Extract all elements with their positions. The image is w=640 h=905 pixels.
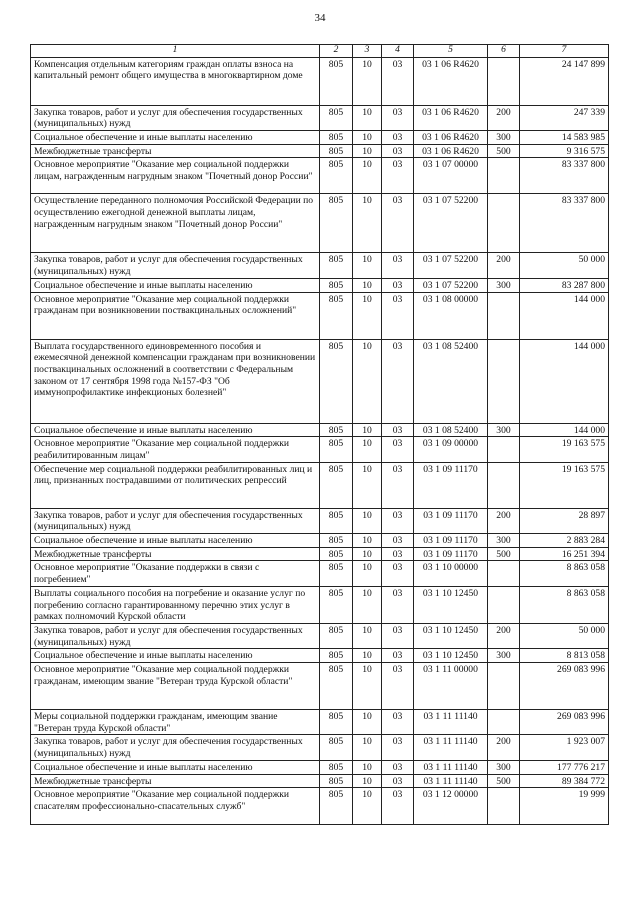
subsection-code-cell: 03 bbox=[382, 774, 414, 788]
column-header: 3 bbox=[353, 45, 382, 58]
expense-type-cell: 300 bbox=[488, 534, 520, 548]
amount-cell: 177 776 217 bbox=[520, 760, 609, 774]
target-article-cell: 03 1 11 11140 bbox=[414, 735, 488, 760]
amount-cell: 19 999 bbox=[520, 788, 609, 825]
amount-cell: 16 251 394 bbox=[520, 547, 609, 561]
subsection-code-cell: 03 bbox=[382, 623, 414, 648]
ved-code-cell: 805 bbox=[320, 663, 353, 710]
ved-code-cell: 805 bbox=[320, 462, 353, 508]
amount-cell: 269 083 996 bbox=[520, 710, 609, 735]
target-article-cell: 03 1 07 00000 bbox=[414, 158, 488, 194]
expense-type-cell bbox=[488, 339, 520, 423]
row-name-cell: Основное мероприятие "Оказание поддержки в связи с погребением" bbox=[31, 561, 320, 586]
target-article-cell: 03 1 07 52200 bbox=[414, 278, 488, 292]
ved-code-cell: 805 bbox=[320, 534, 353, 548]
table-row bbox=[31, 437, 609, 462]
subsection-code-cell: 03 bbox=[382, 144, 414, 158]
subsection-code-cell: 03 bbox=[382, 561, 414, 586]
row-name-cell: Межбюджетные трансферты bbox=[31, 144, 320, 158]
column-header: 7 bbox=[520, 45, 609, 58]
target-article-cell: 03 1 09 11170 bbox=[414, 508, 488, 533]
expense-type-cell bbox=[488, 292, 520, 339]
ved-code-cell: 805 bbox=[320, 547, 353, 561]
subsection-code-cell: 03 bbox=[382, 423, 414, 437]
target-article-cell: 03 1 11 11140 bbox=[414, 710, 488, 735]
table-row bbox=[31, 339, 609, 423]
table-row bbox=[31, 547, 609, 561]
column-header: 2 bbox=[320, 45, 353, 58]
section-code-cell: 10 bbox=[353, 339, 382, 423]
target-article-cell: 03 1 10 12450 bbox=[414, 649, 488, 663]
section-code-cell: 10 bbox=[353, 710, 382, 735]
section-code-cell: 10 bbox=[353, 278, 382, 292]
amount-cell: 83 287 800 bbox=[520, 278, 609, 292]
section-code-cell: 10 bbox=[353, 774, 382, 788]
expense-type-cell: 200 bbox=[488, 253, 520, 278]
row-name-cell: Выплаты социального пособия на погребение и оказание услуг по погребению согласно гарантированному перечню этих услуг в рамках полномочий Курской области bbox=[31, 586, 320, 623]
subsection-code-cell: 03 bbox=[382, 57, 414, 105]
row-name-cell: Осуществление переданного полномочия Российской Федерации по осуществлению ежегодной денежной выплаты лицам, награжденным нагрудным знаком "Почетный донор России" bbox=[31, 194, 320, 253]
table-row bbox=[31, 663, 609, 710]
subsection-code-cell: 03 bbox=[382, 278, 414, 292]
row-name-cell: Закупка товаров, работ и услуг для обеспечения государственных (муниципальных) нужд bbox=[31, 623, 320, 648]
ved-code-cell: 805 bbox=[320, 105, 353, 130]
amount-cell: 83 337 800 bbox=[520, 194, 609, 253]
subsection-code-cell: 03 bbox=[382, 649, 414, 663]
row-name-cell: Меры социальной поддержки гражданам, имеющим звание "Ветеран труда Курской области" bbox=[31, 710, 320, 735]
expense-type-cell: 300 bbox=[488, 130, 520, 144]
table-row bbox=[31, 774, 609, 788]
expense-type-cell bbox=[488, 710, 520, 735]
section-code-cell: 10 bbox=[353, 292, 382, 339]
section-code-cell: 10 bbox=[353, 547, 382, 561]
expense-type-cell: 200 bbox=[488, 105, 520, 130]
row-name-cell: Основное мероприятие "Оказание мер социальной поддержки спасателям профессионально-спасательных служб" bbox=[31, 788, 320, 825]
target-article-cell: 03 1 06 R4620 bbox=[414, 144, 488, 158]
ved-code-cell: 805 bbox=[320, 437, 353, 462]
target-article-cell: 03 1 06 R4620 bbox=[414, 130, 488, 144]
budget-table bbox=[30, 44, 609, 825]
subsection-code-cell: 03 bbox=[382, 130, 414, 144]
section-code-cell: 10 bbox=[353, 735, 382, 760]
amount-cell: 247 339 bbox=[520, 105, 609, 130]
expense-type-cell bbox=[488, 158, 520, 194]
expense-type-cell: 200 bbox=[488, 623, 520, 648]
amount-cell: 89 384 772 bbox=[520, 774, 609, 788]
section-code-cell: 10 bbox=[353, 423, 382, 437]
subsection-code-cell: 03 bbox=[382, 760, 414, 774]
target-article-cell: 03 1 12 00000 bbox=[414, 788, 488, 825]
table-row bbox=[31, 623, 609, 648]
subsection-code-cell: 03 bbox=[382, 437, 414, 462]
expense-type-cell: 300 bbox=[488, 278, 520, 292]
amount-cell: 50 000 bbox=[520, 253, 609, 278]
section-code-cell: 10 bbox=[353, 105, 382, 130]
target-article-cell: 03 1 11 11140 bbox=[414, 774, 488, 788]
ved-code-cell: 805 bbox=[320, 649, 353, 663]
target-article-cell: 03 1 08 52400 bbox=[414, 423, 488, 437]
ved-code-cell: 805 bbox=[320, 586, 353, 623]
section-code-cell: 10 bbox=[353, 508, 382, 533]
table-row bbox=[31, 788, 609, 825]
expense-type-cell bbox=[488, 561, 520, 586]
row-name-cell: Закупка товаров, работ и услуг для обеспечения государственных (муниципальных) нужд bbox=[31, 105, 320, 130]
subsection-code-cell: 03 bbox=[382, 586, 414, 623]
table-row bbox=[31, 561, 609, 586]
table-row bbox=[31, 534, 609, 548]
row-name-cell: Закупка товаров, работ и услуг для обеспечения государственных (муниципальных) нужд bbox=[31, 735, 320, 760]
ved-code-cell: 805 bbox=[320, 194, 353, 253]
ved-code-cell: 805 bbox=[320, 339, 353, 423]
amount-cell: 269 083 996 bbox=[520, 663, 609, 710]
ved-code-cell: 805 bbox=[320, 158, 353, 194]
amount-cell: 24 147 899 bbox=[520, 57, 609, 105]
table-row bbox=[31, 144, 609, 158]
row-name-cell: Основное мероприятие "Оказание мер социальной поддержки реабилитированным лицам" bbox=[31, 437, 320, 462]
section-code-cell: 10 bbox=[353, 760, 382, 774]
subsection-code-cell: 03 bbox=[382, 158, 414, 194]
subsection-code-cell: 03 bbox=[382, 735, 414, 760]
section-code-cell: 10 bbox=[353, 253, 382, 278]
row-name-cell: Межбюджетные трансферты bbox=[31, 547, 320, 561]
section-code-cell: 10 bbox=[353, 561, 382, 586]
expense-type-cell bbox=[488, 194, 520, 253]
amount-cell: 1 923 007 bbox=[520, 735, 609, 760]
ved-code-cell: 805 bbox=[320, 253, 353, 278]
section-code-cell: 10 bbox=[353, 130, 382, 144]
subsection-code-cell: 03 bbox=[382, 534, 414, 548]
target-article-cell: 03 1 09 11170 bbox=[414, 547, 488, 561]
subsection-code-cell: 03 bbox=[382, 508, 414, 533]
amount-cell: 19 163 575 bbox=[520, 437, 609, 462]
subsection-code-cell: 03 bbox=[382, 663, 414, 710]
section-code-cell: 10 bbox=[353, 623, 382, 648]
section-code-cell: 10 bbox=[353, 663, 382, 710]
row-name-cell: Закупка товаров, работ и услуг для обеспечения государственных (муниципальных) нужд bbox=[31, 253, 320, 278]
ved-code-cell: 805 bbox=[320, 144, 353, 158]
section-code-cell: 10 bbox=[353, 586, 382, 623]
ved-code-cell: 805 bbox=[320, 561, 353, 586]
amount-cell: 8 813 058 bbox=[520, 649, 609, 663]
row-name-cell: Закупка товаров, работ и услуг для обеспечения государственных (муниципальных) нужд bbox=[31, 508, 320, 533]
target-article-cell: 03 1 06 R4620 bbox=[414, 105, 488, 130]
row-name-cell: Основное мероприятие "Оказание мер социальной поддержки гражданам, имеющим звание "Ветеран труда Курской области" bbox=[31, 663, 320, 710]
target-article-cell: 03 1 10 00000 bbox=[414, 561, 488, 586]
column-header: 1 bbox=[31, 45, 320, 58]
table-row bbox=[31, 508, 609, 533]
ved-code-cell: 805 bbox=[320, 760, 353, 774]
amount-cell: 8 863 058 bbox=[520, 561, 609, 586]
column-header: 4 bbox=[382, 45, 414, 58]
ved-code-cell: 805 bbox=[320, 508, 353, 533]
table-row bbox=[31, 735, 609, 760]
table-row bbox=[31, 649, 609, 663]
table-row bbox=[31, 194, 609, 253]
target-article-cell: 03 1 09 00000 bbox=[414, 437, 488, 462]
subsection-code-cell: 03 bbox=[382, 292, 414, 339]
subsection-code-cell: 03 bbox=[382, 710, 414, 735]
expense-type-cell: 300 bbox=[488, 423, 520, 437]
target-article-cell: 03 1 11 00000 bbox=[414, 663, 488, 710]
table-row bbox=[31, 710, 609, 735]
target-article-cell: 03 1 07 52200 bbox=[414, 253, 488, 278]
page-number: 34 bbox=[314, 12, 326, 24]
table-row bbox=[31, 760, 609, 774]
ved-code-cell: 805 bbox=[320, 130, 353, 144]
table-row bbox=[31, 158, 609, 194]
row-name-cell: Межбюджетные трансферты bbox=[31, 774, 320, 788]
ved-code-cell: 805 bbox=[320, 423, 353, 437]
row-name-cell: Социальное обеспечение и иные выплаты населению bbox=[31, 130, 320, 144]
amount-cell: 14 583 985 bbox=[520, 130, 609, 144]
table-row bbox=[31, 57, 609, 105]
target-article-cell: 03 1 11 11140 bbox=[414, 760, 488, 774]
expense-type-cell: 500 bbox=[488, 547, 520, 561]
row-name-cell: Социальное обеспечение и иные выплаты населению bbox=[31, 649, 320, 663]
row-name-cell: Социальное обеспечение и иные выплаты населению bbox=[31, 423, 320, 437]
table-row bbox=[31, 586, 609, 623]
table-row bbox=[31, 462, 609, 508]
section-code-cell: 10 bbox=[353, 57, 382, 105]
row-name-cell: Обеспечение мер социальной поддержки реабилитированных лиц и лиц, признанных пострадавшими от политических репрессий bbox=[31, 462, 320, 508]
subsection-code-cell: 03 bbox=[382, 105, 414, 130]
expense-type-cell bbox=[488, 57, 520, 105]
expense-type-cell: 500 bbox=[488, 774, 520, 788]
section-code-cell: 10 bbox=[353, 437, 382, 462]
ved-code-cell: 805 bbox=[320, 788, 353, 825]
amount-cell: 144 000 bbox=[520, 339, 609, 423]
row-name-cell: Социальное обеспечение и иные выплаты населению bbox=[31, 534, 320, 548]
table-row bbox=[31, 423, 609, 437]
subsection-code-cell: 03 bbox=[382, 194, 414, 253]
section-code-cell: 10 bbox=[353, 144, 382, 158]
expense-type-cell: 500 bbox=[488, 144, 520, 158]
table-row bbox=[31, 278, 609, 292]
row-name-cell: Основное мероприятие "Оказание мер социальной поддержки лицам, награжденным нагрудным знаком "Почетный донор России" bbox=[31, 158, 320, 194]
amount-cell: 19 163 575 bbox=[520, 462, 609, 508]
amount-cell: 2 883 284 bbox=[520, 534, 609, 548]
amount-cell: 144 000 bbox=[520, 292, 609, 339]
expense-type-cell bbox=[488, 663, 520, 710]
target-article-cell: 03 1 07 52200 bbox=[414, 194, 488, 253]
expense-type-cell: 300 bbox=[488, 649, 520, 663]
column-number-row bbox=[31, 45, 609, 58]
subsection-code-cell: 03 bbox=[382, 339, 414, 423]
ved-code-cell: 805 bbox=[320, 774, 353, 788]
subsection-code-cell: 03 bbox=[382, 462, 414, 508]
target-article-cell: 03 1 10 12450 bbox=[414, 586, 488, 623]
ved-code-cell: 805 bbox=[320, 623, 353, 648]
row-name-cell: Социальное обеспечение и иные выплаты населению bbox=[31, 760, 320, 774]
expense-type-cell: 200 bbox=[488, 735, 520, 760]
ved-code-cell: 805 bbox=[320, 735, 353, 760]
subsection-code-cell: 03 bbox=[382, 253, 414, 278]
table-row bbox=[31, 130, 609, 144]
column-header: 5 bbox=[414, 45, 488, 58]
expense-type-cell: 300 bbox=[488, 760, 520, 774]
ved-code-cell: 805 bbox=[320, 292, 353, 339]
table-body bbox=[31, 57, 609, 825]
ved-code-cell: 805 bbox=[320, 57, 353, 105]
amount-cell: 8 863 058 bbox=[520, 586, 609, 623]
row-name-cell: Компенсация отдельным категориям граждан оплаты взноса на капитальный ремонт общего имущества в многоквартирном доме bbox=[31, 57, 320, 105]
target-article-cell: 03 1 08 00000 bbox=[414, 292, 488, 339]
amount-cell: 144 000 bbox=[520, 423, 609, 437]
amount-cell: 28 897 bbox=[520, 508, 609, 533]
amount-cell: 9 316 575 bbox=[520, 144, 609, 158]
table-row bbox=[31, 253, 609, 278]
expense-type-cell bbox=[488, 586, 520, 623]
section-code-cell: 10 bbox=[353, 534, 382, 548]
expense-type-cell bbox=[488, 437, 520, 462]
section-code-cell: 10 bbox=[353, 649, 382, 663]
row-name-cell: Социальное обеспечение и иные выплаты населению bbox=[31, 278, 320, 292]
subsection-code-cell: 03 bbox=[382, 788, 414, 825]
target-article-cell: 03 1 10 12450 bbox=[414, 623, 488, 648]
section-code-cell: 10 bbox=[353, 788, 382, 825]
expense-type-cell bbox=[488, 788, 520, 825]
amount-cell: 83 337 800 bbox=[520, 158, 609, 194]
target-article-cell: 03 1 09 11170 bbox=[414, 462, 488, 508]
section-code-cell: 10 bbox=[353, 158, 382, 194]
subsection-code-cell: 03 bbox=[382, 547, 414, 561]
section-code-cell: 10 bbox=[353, 462, 382, 508]
ved-code-cell: 805 bbox=[320, 710, 353, 735]
target-article-cell: 03 1 06 R4620 bbox=[414, 57, 488, 105]
section-code-cell: 10 bbox=[353, 194, 382, 253]
table-row bbox=[31, 105, 609, 130]
expense-type-cell: 200 bbox=[488, 508, 520, 533]
table-row bbox=[31, 292, 609, 339]
target-article-cell: 03 1 08 52400 bbox=[414, 339, 488, 423]
amount-cell: 50 000 bbox=[520, 623, 609, 648]
column-header: 6 bbox=[488, 45, 520, 58]
expense-type-cell bbox=[488, 462, 520, 508]
target-article-cell: 03 1 09 11170 bbox=[414, 534, 488, 548]
ved-code-cell: 805 bbox=[320, 278, 353, 292]
row-name-cell: Основное мероприятие "Оказание мер социальной поддержки гражданам при возникновении поствакцинальных осложнений" bbox=[31, 292, 320, 339]
row-name-cell: Выплата государственного единовременного пособия и ежемесячной денежной компенсации гражданам при возникновении поствакцинальных осложнений в соответствии с Федеральным законом от 17 сентября 1998 года №157-ФЗ "Об иммунопрофилактике инфекционых болезней" bbox=[31, 339, 320, 423]
